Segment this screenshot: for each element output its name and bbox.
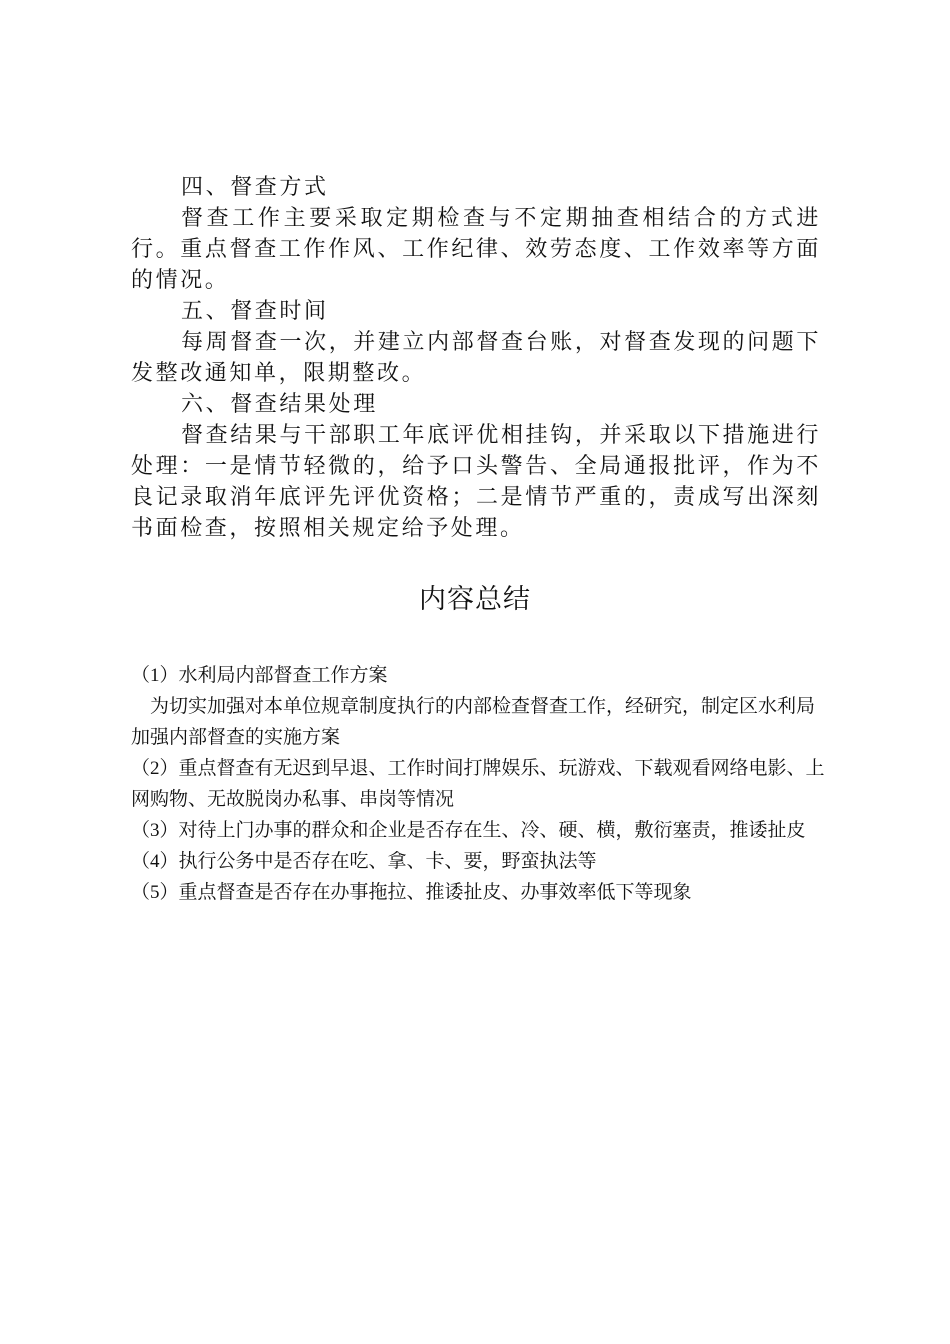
summary-item: （2）重点督查有无迟到早退、工作时间打牌娱乐、玩游戏、下载观看网络电影、上网购物、无故脱岗办私事、串岗等情况 bbox=[131, 758, 825, 810]
summary-item: （3）对待上门办事的群众和企业是否存在生、冷、硬、横，敷衍塞责，推诿扯皮 bbox=[131, 820, 806, 841]
section-body-method: 督查工作主要采取定期检查与不定期抽查相结合的方式进行。重点督查工作作风、工作纪律、效劳态度、工作效率等方面的情况。 bbox=[131, 206, 821, 293]
summary-item: （1）水利局内部督查工作方案 bbox=[131, 665, 388, 686]
section-heading-result: 六、督查结果处理 bbox=[181, 392, 378, 417]
section-body-result: 督查结果与干部职工年底评优相挂钩，并采取以下措施进行处理：一是情节轻微的，给予口头警告、全局通报批评，作为不良记录取消年底评先评优资格；二是情节严重的，责成写出深刻书面检查，按照相关规定给予处理。 bbox=[131, 423, 821, 541]
section-heading-time: 五、督查时间 bbox=[181, 299, 329, 324]
summary-title: 内容总结 bbox=[419, 584, 531, 615]
summary-list bbox=[131, 660, 831, 908]
summary-item: 为切实加强对本单位规章制度执行的内部检查督查工作，经研究，制定区水利局加强内部督查的实施方案 bbox=[131, 696, 816, 748]
summary-item: （5）重点督查是否存在办事拖拉、推诿扯皮、办事效率低下等现象 bbox=[131, 882, 692, 903]
summary-item: （4）执行公务中是否存在吃、拿、卡、要，野蛮执法等 bbox=[131, 851, 597, 872]
section-heading-method: 四、督查方式 bbox=[181, 175, 329, 200]
document-body bbox=[131, 172, 821, 544]
section-body-time: 每周督查一次，并建立内部督查台账，对督查发现的问题下发整改通知单，限期整改。 bbox=[131, 330, 821, 386]
